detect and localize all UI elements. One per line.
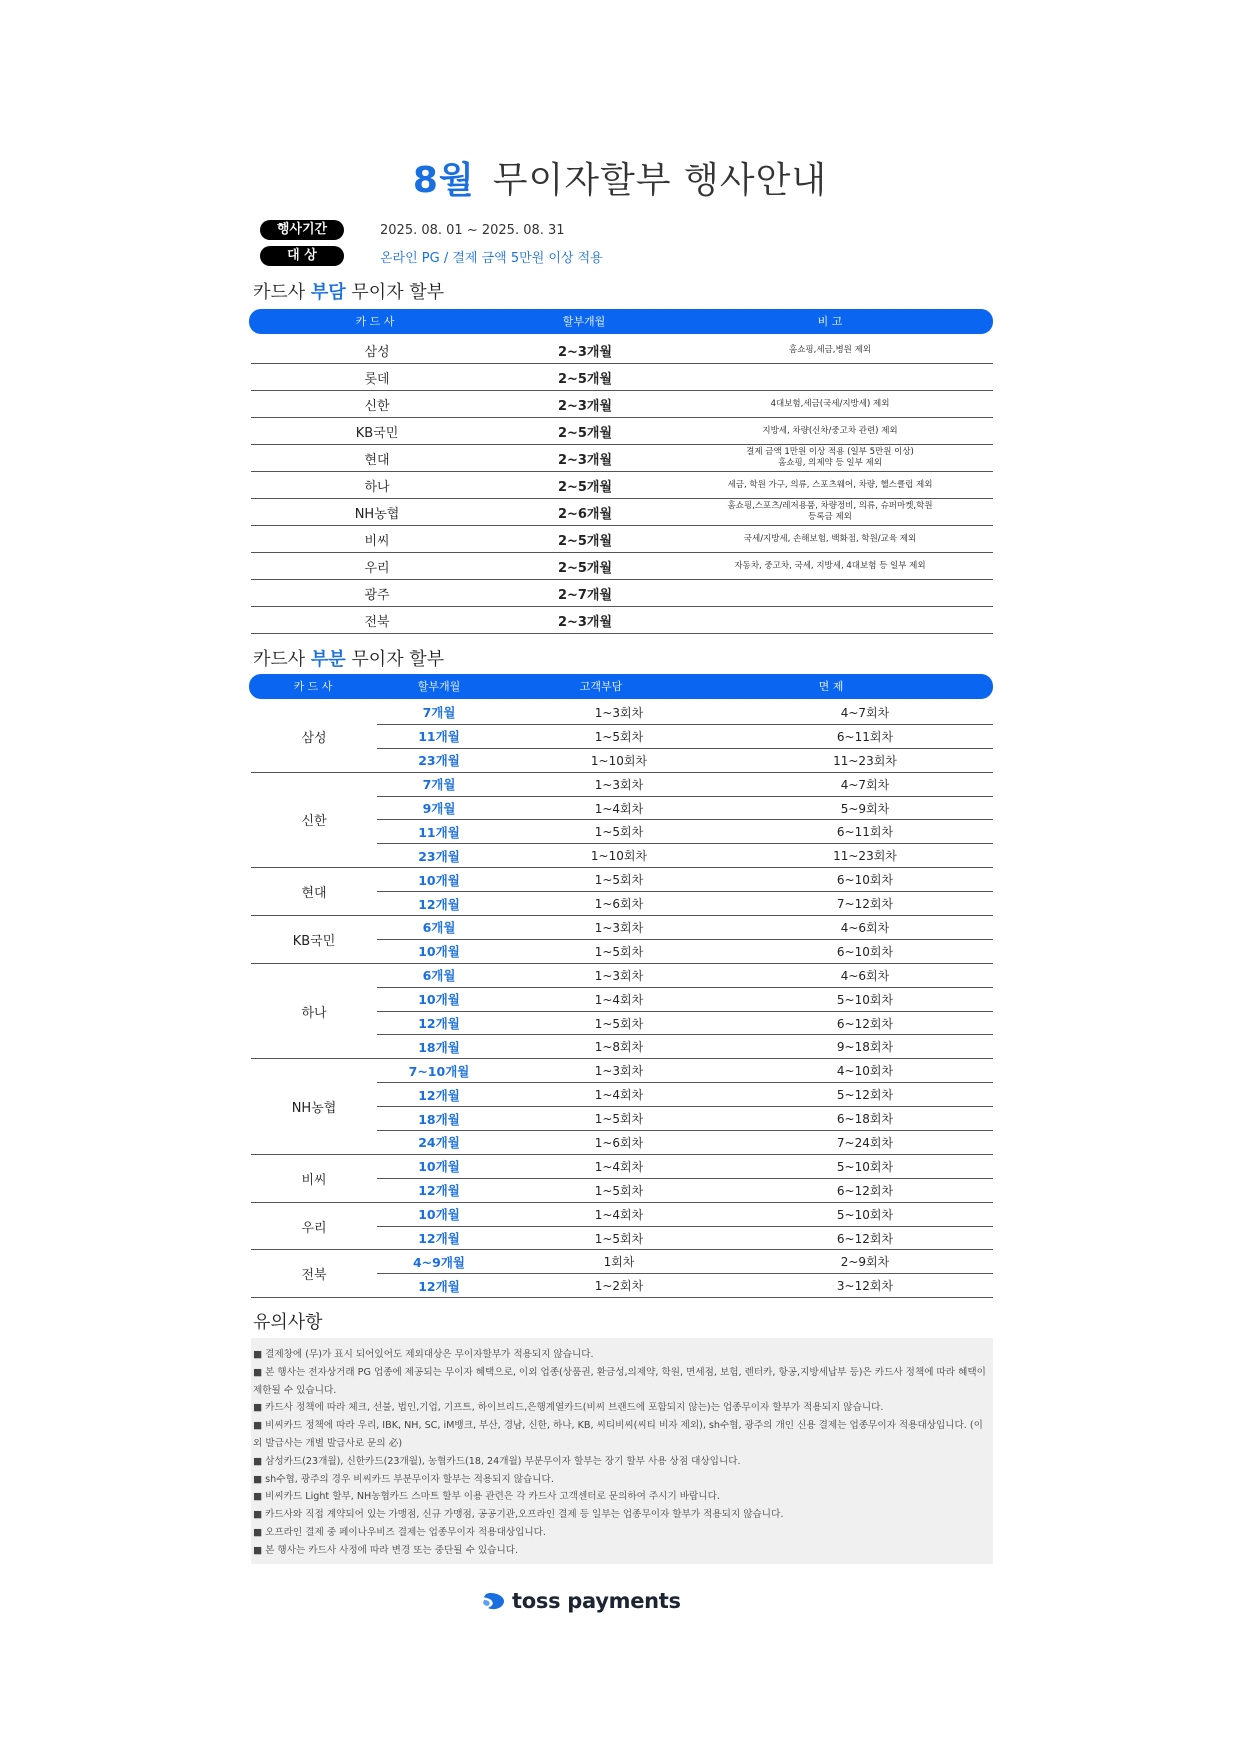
- partial-cell-months: 6개월: [377, 916, 501, 940]
- partial-cell-months: 10개월: [377, 868, 501, 892]
- full-cell-card: 광주: [251, 580, 503, 607]
- notes-title: 유의사항: [253, 1312, 323, 1333]
- partial-cell-exempt: 4~7회차: [737, 701, 993, 724]
- partial-table-row: [251, 1059, 993, 1083]
- partial-cell-customer: 1회차: [501, 1250, 737, 1274]
- full-cell-note: 결제 금액 1만원 이상 적용 (일부 5만원 이상) 홈쇼핑, 의제약 등 일부 제외: [667, 445, 993, 472]
- partial-cell-months: 12개월: [377, 1274, 501, 1298]
- partial-table-row: [251, 1202, 993, 1226]
- partial-cell-card: 하나: [251, 963, 377, 1059]
- notes-list: [251, 1338, 993, 1560]
- full-header-card: 카 드 사: [355, 315, 395, 328]
- event-target-row: [260, 246, 603, 266]
- full-table-row: [251, 472, 993, 499]
- full-cell-note: 4대보험,세금(국세/지방세) 제외: [667, 391, 993, 418]
- partial-cell-months: 12개월: [377, 892, 501, 916]
- full-cell-card: 전북: [251, 607, 503, 634]
- partial-cell-months: 10개월: [377, 1202, 501, 1226]
- partial-cell-card: 전북: [251, 1250, 377, 1298]
- title-month: 8월: [412, 160, 475, 201]
- partial-cell-months: 7개월: [377, 701, 501, 724]
- partial-cell-customer: 1~2회차: [501, 1274, 737, 1298]
- partial-cell-customer: 1~3회차: [501, 701, 737, 724]
- logo-text: toss payments: [512, 1589, 681, 1613]
- partial-table-row: [251, 963, 993, 987]
- partial-cell-months: 10개월: [377, 939, 501, 963]
- partial-cell-exempt: 11~23회차: [737, 844, 993, 868]
- partial-cell-exempt: 4~6회차: [737, 916, 993, 940]
- target-label: 대 상: [260, 246, 344, 266]
- note-item: ■ sh수협, 광주의 경우 비씨카드 부분무이자 할부는 적용되지 않습니다.: [253, 1473, 554, 1485]
- partial-table-row: [251, 701, 993, 724]
- partial-cell-months: 11개월: [377, 820, 501, 844]
- partial-cell-months: 18개월: [377, 1107, 501, 1131]
- partial-title-highlight: 부분: [310, 649, 346, 670]
- period-label: 행사기간: [260, 220, 344, 240]
- full-cell-card: KB국민: [251, 418, 503, 445]
- partial-cell-exempt: 6~11회차: [737, 820, 993, 844]
- full-cell-months: 2~3개월: [503, 607, 667, 634]
- partial-section-title: [253, 645, 444, 671]
- partial-cell-customer: 1~3회차: [501, 772, 737, 796]
- partial-cell-customer: 1~5회차: [501, 939, 737, 963]
- partial-cell-exempt: 5~9회차: [737, 796, 993, 820]
- full-cell-note: 국세/지방세, 손해보험, 백화점, 학원/교육 제외: [667, 526, 993, 553]
- full-header-months: 할부개월: [562, 315, 606, 328]
- full-cell-months: 2~5개월: [503, 472, 667, 499]
- partial-cell-customer: 1~8회차: [501, 1035, 737, 1059]
- full-cell-months: 2~5개월: [503, 553, 667, 580]
- partial-cell-customer: 1~5회차: [501, 868, 737, 892]
- partial-cell-card: 우리: [251, 1202, 377, 1250]
- partial-title-prefix: 카드사: [253, 649, 306, 670]
- partial-cell-months: 10개월: [377, 987, 501, 1011]
- notes-box: [251, 1338, 993, 1564]
- full-cell-card: 하나: [251, 472, 503, 499]
- toss-logo-icon: [482, 1591, 506, 1611]
- partial-title-suffix: 무이자 할부: [351, 649, 445, 670]
- partial-cell-card: KB국민: [251, 916, 377, 964]
- partial-cell-customer: 1~3회차: [501, 963, 737, 987]
- page-title: [0, 152, 1240, 203]
- full-interest-free-table: [251, 337, 993, 634]
- full-cell-note: 홈쇼핑,세금,병원 제외: [667, 337, 993, 364]
- full-table-row: [251, 553, 993, 580]
- partial-cell-customer: 1~10회차: [501, 844, 737, 868]
- full-cell-note: 세금, 학원 가구, 의류, 스포츠웨어, 차량, 헬스클럽 제외: [667, 472, 993, 499]
- full-table-row: [251, 391, 993, 418]
- partial-cell-customer: 1~6회차: [501, 1131, 737, 1155]
- partial-cell-exempt: 4~6회차: [737, 963, 993, 987]
- full-cell-months: 2~3개월: [503, 337, 667, 364]
- partial-cell-months: 23개월: [377, 844, 501, 868]
- partial-cell-months: 7개월: [377, 772, 501, 796]
- target-value: 온라인 PG / 결제 금액 5만원 이상 적용: [380, 250, 603, 266]
- partial-cell-exempt: 5~12회차: [737, 1083, 993, 1107]
- full-table-header: [249, 309, 993, 334]
- full-cell-card: 현대: [251, 445, 503, 472]
- partial-cell-exempt: 6~10회차: [737, 939, 993, 963]
- full-cell-note: 지방세, 차량(신차/중고차 관련) 제외: [667, 418, 993, 445]
- toss-payments-logo: [482, 1589, 681, 1613]
- partial-cell-exempt: 11~23회차: [737, 748, 993, 772]
- full-cell-months: 2~7개월: [503, 580, 667, 607]
- full-cell-card: 우리: [251, 553, 503, 580]
- partial-cell-exempt: 6~12회차: [737, 1178, 993, 1202]
- partial-table-row: [251, 1154, 993, 1178]
- partial-cell-months: 6개월: [377, 963, 501, 987]
- partial-cell-card: 현대: [251, 868, 377, 916]
- partial-cell-customer: 1~5회차: [501, 1107, 737, 1131]
- full-cell-months: 2~6개월: [503, 499, 667, 526]
- full-cell-months: 2~3개월: [503, 445, 667, 472]
- partial-cell-card: 신한: [251, 772, 377, 868]
- full-cell-card: 롯데: [251, 364, 503, 391]
- note-item: ■ 카드사 정책에 따라 체크, 선불, 법인,기업, 기프트, 하이브리드,은행계열카드(비씨 브랜드에 포함되지 않는)는 업종무이자 할부가 적용되지 않습니다.: [253, 1402, 884, 1414]
- partial-table-row: [251, 868, 993, 892]
- partial-cell-customer: 1~5회차: [501, 724, 737, 748]
- partial-cell-months: 12개월: [377, 1178, 501, 1202]
- full-cell-note: 홈쇼핑,스포츠/레저용품, 차량정비, 의류, 슈퍼마켓,학원 등록금 제외: [667, 499, 993, 526]
- full-title-prefix: 카드사: [253, 282, 306, 303]
- partial-cell-exempt: 6~12회차: [737, 1226, 993, 1250]
- partial-cell-months: 24개월: [377, 1131, 501, 1155]
- partial-cell-customer: 1~4회차: [501, 1154, 737, 1178]
- partial-cell-card: 삼성: [251, 701, 377, 772]
- full-section-title: [253, 278, 444, 304]
- full-cell-note: [667, 607, 993, 634]
- full-cell-months: 2~5개월: [503, 418, 667, 445]
- note-item: ■ 비씨카드 Light 할부, NH농협카드 스마트 할부 이용 관련은 각 카드사 고객센터로 문의하여 주시기 바랍니다.: [253, 1491, 720, 1503]
- partial-cell-customer: 1~3회차: [501, 1059, 737, 1083]
- note-item: ■ 비씨카드 정책에 따라 우리, IBK, NH, SC, iM뱅크, 부산, 경남, 신한, 하나, KB, 씨티비씨(씨티 비자 제외), sh수협, 광주의 개인 신용 결제는 업종무이자 적용대상입니다. (이외 발급사는 개별 발급사로 문의 必): [253, 1420, 983, 1449]
- full-title-suffix: 무이자 할부: [351, 282, 445, 303]
- partial-header-customer: 고객부담: [579, 680, 623, 693]
- full-cell-card: NH농협: [251, 499, 503, 526]
- full-table-row: [251, 364, 993, 391]
- full-table-row: [251, 337, 993, 364]
- partial-cell-months: 12개월: [377, 1011, 501, 1035]
- partial-cell-customer: 1~4회차: [501, 987, 737, 1011]
- partial-cell-customer: 1~4회차: [501, 1202, 737, 1226]
- partial-cell-months: 9개월: [377, 796, 501, 820]
- partial-cell-exempt: 5~10회차: [737, 987, 993, 1011]
- partial-cell-customer: 1~3회차: [501, 916, 737, 940]
- full-cell-months: 2~5개월: [503, 364, 667, 391]
- partial-header-months: 할부개월: [417, 680, 461, 693]
- full-table-row: [251, 418, 993, 445]
- partial-header-exempt: 면 제: [818, 680, 844, 693]
- partial-cell-customer: 1~5회차: [501, 1226, 737, 1250]
- full-table-row: [251, 607, 993, 634]
- full-cell-card: 삼성: [251, 337, 503, 364]
- partial-cell-exempt: 5~10회차: [737, 1202, 993, 1226]
- full-table-row: [251, 526, 993, 553]
- full-cell-note: [667, 580, 993, 607]
- partial-cell-card: NH농협: [251, 1059, 377, 1155]
- partial-interest-free-table: [251, 701, 993, 1298]
- full-cell-months: 2~5개월: [503, 526, 667, 553]
- full-cell-note: 자동차, 중고차, 국세, 지방세, 4대보험 등 일부 제외: [667, 553, 993, 580]
- partial-cell-months: 23개월: [377, 748, 501, 772]
- partial-cell-exempt: 6~18회차: [737, 1107, 993, 1131]
- full-table-row: [251, 445, 993, 472]
- period-value: 2025. 08. 01 ~ 2025. 08. 31: [380, 222, 565, 238]
- full-cell-card: 비씨: [251, 526, 503, 553]
- note-item: ■ 카드사와 직접 계약되어 있는 가맹점, 신규 가맹점, 공공기관,오프라인 결제 등 일부는 업종무이자 할부가 적용되지 않습니다.: [253, 1509, 784, 1521]
- partial-cell-customer: 1~6회차: [501, 892, 737, 916]
- partial-cell-exempt: 2~9회차: [737, 1250, 993, 1274]
- partial-cell-customer: 1~4회차: [501, 1083, 737, 1107]
- partial-cell-months: 12개월: [377, 1226, 501, 1250]
- partial-table-row: [251, 916, 993, 940]
- note-item: ■ 삼성카드(23개월), 신한카드(23개월), 농협카드(18, 24개월) 부분무이자 할부는 장기 할부 사용 상점 대상입니다.: [253, 1455, 741, 1467]
- full-title-highlight: 부담: [310, 282, 346, 303]
- full-cell-months: 2~3개월: [503, 391, 667, 418]
- partial-cell-exempt: 5~10회차: [737, 1154, 993, 1178]
- partial-cell-exempt: 4~10회차: [737, 1059, 993, 1083]
- event-period-row: [260, 220, 565, 240]
- partial-cell-months: 12개월: [377, 1083, 501, 1107]
- partial-cell-customer: 1~5회차: [501, 1011, 737, 1035]
- partial-cell-exempt: 4~7회차: [737, 772, 993, 796]
- note-item: ■ 본 행사는 카드사 사정에 따라 변경 또는 중단될 수 있습니다.: [253, 1544, 519, 1556]
- partial-table-row: [251, 772, 993, 796]
- partial-cell-customer: 1~4회차: [501, 796, 737, 820]
- partial-cell-exempt: 6~12회차: [737, 1011, 993, 1035]
- partial-cell-months: 18개월: [377, 1035, 501, 1059]
- full-table-row: [251, 580, 993, 607]
- partial-cell-months: 10개월: [377, 1154, 501, 1178]
- partial-cell-exempt: 3~12회차: [737, 1274, 993, 1298]
- partial-cell-exempt: 6~10회차: [737, 868, 993, 892]
- partial-table-row: [251, 1250, 993, 1274]
- full-cell-card: 신한: [251, 391, 503, 418]
- title-text: 무이자할부 행사안내: [492, 160, 828, 201]
- full-table-row: [251, 499, 993, 526]
- partial-cell-card: 비씨: [251, 1154, 377, 1202]
- partial-cell-exempt: 7~12회차: [737, 892, 993, 916]
- partial-cell-customer: 1~5회차: [501, 1178, 737, 1202]
- partial-table-header: [249, 674, 993, 699]
- full-cell-note: [667, 364, 993, 391]
- partial-cell-exempt: 7~24회차: [737, 1131, 993, 1155]
- full-header-note: 비 고: [817, 315, 843, 328]
- partial-cell-months: 11개월: [377, 724, 501, 748]
- note-item: ■ 오프라인 결제 중 페이나우비즈 결제는 업종무이자 적용대상입니다.: [253, 1526, 546, 1538]
- partial-cell-exempt: 6~11회차: [737, 724, 993, 748]
- note-item: ■ 본 행사는 전자상거래 PG 업종에 제공되는 무이자 혜택으로, 이외 업종(상품권, 환금성,의제약, 학원, 면세점, 보험, 렌터카, 항공,지방세납부 등)은 카드사 정책에 따라 혜택이 제한될 수 있습니다.: [253, 1366, 986, 1396]
- partial-cell-exempt: 9~18회차: [737, 1035, 993, 1059]
- note-item: ■ 결제창에 (무)가 표시 되어있어도 제외대상은 무이자할부가 적용되지 않습니다.: [253, 1349, 594, 1360]
- partial-cell-months: 7~10개월: [377, 1059, 501, 1083]
- partial-header-card: 카 드 사: [293, 680, 333, 693]
- partial-cell-customer: 1~5회차: [501, 820, 737, 844]
- partial-cell-customer: 1~10회차: [501, 748, 737, 772]
- partial-cell-months: 4~9개월: [377, 1250, 501, 1274]
